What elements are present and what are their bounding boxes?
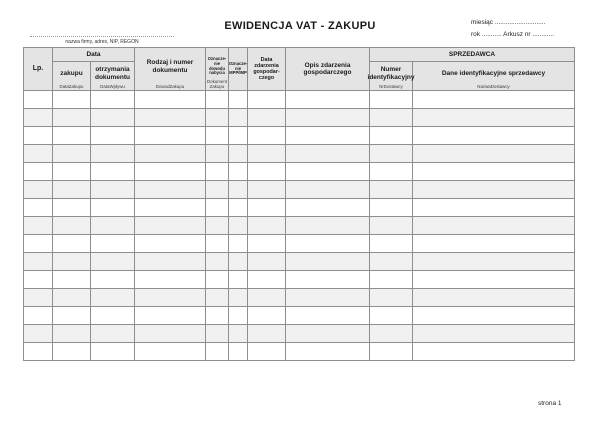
- empty-cell: [53, 163, 91, 181]
- empty-cell: [286, 181, 370, 199]
- empty-cell: [53, 289, 91, 307]
- table-row: [24, 253, 575, 271]
- empty-cell: [286, 145, 370, 163]
- empty-cell: [206, 235, 229, 253]
- empty-cell: [248, 109, 286, 127]
- table-row: [24, 289, 575, 307]
- empty-cell: [413, 91, 575, 109]
- empty-cell: [206, 199, 229, 217]
- empty-cell: [53, 253, 91, 271]
- empty-cell: [413, 217, 575, 235]
- empty-cell: [24, 145, 53, 163]
- empty-cell: [370, 271, 413, 289]
- empty-cell: [24, 199, 53, 217]
- empty-cell: [206, 307, 229, 325]
- empty-cell: [206, 271, 229, 289]
- empty-cell: [53, 199, 91, 217]
- table-row: [24, 271, 575, 289]
- empty-cell: [91, 109, 135, 127]
- empty-cell: [229, 91, 248, 109]
- empty-cell: [24, 271, 53, 289]
- empty-cell: [229, 307, 248, 325]
- empty-cell: [91, 289, 135, 307]
- column-header-data-zdarzenia: Data zdarzenia gospodar-czego: [248, 48, 286, 91]
- empty-cell: [370, 343, 413, 361]
- empty-cell: [413, 181, 575, 199]
- empty-cell: [370, 235, 413, 253]
- column-subheader: NrDostawcy: [379, 83, 403, 89]
- empty-cell: [229, 217, 248, 235]
- table-row: [24, 235, 575, 253]
- empty-cell: [413, 199, 575, 217]
- empty-cell: [135, 127, 206, 145]
- empty-cell: [248, 325, 286, 343]
- group-header-sprzedawca: SPRZEDAWCA: [370, 48, 575, 62]
- empty-cell: [413, 289, 575, 307]
- column-header-zakupu: zakupu DataZakupu: [53, 62, 91, 91]
- empty-cell: [135, 343, 206, 361]
- page-title: EWIDENCJA VAT - ZAKUPU: [224, 20, 376, 32]
- table-header: [24, 48, 575, 91]
- empty-cell: [91, 235, 135, 253]
- empty-cell: [248, 253, 286, 271]
- empty-cell: [413, 145, 575, 163]
- empty-cell: [286, 253, 370, 271]
- empty-cell: [229, 325, 248, 343]
- empty-cell: [248, 343, 286, 361]
- table-row: [24, 181, 575, 199]
- empty-cell: [229, 145, 248, 163]
- empty-cell: [229, 181, 248, 199]
- empty-cell: [413, 235, 575, 253]
- year-sheet-line: rok ........... Arkusz nr ............: [471, 30, 555, 38]
- empty-cell: [24, 109, 53, 127]
- empty-cell: [53, 325, 91, 343]
- empty-cell: [206, 91, 229, 109]
- table-row: [24, 199, 575, 217]
- empty-cell: [370, 109, 413, 127]
- empty-cell: [248, 163, 286, 181]
- empty-cell: [370, 181, 413, 199]
- group-header-data: Data: [53, 48, 135, 62]
- empty-cell: [206, 217, 229, 235]
- empty-cell: [24, 343, 53, 361]
- empty-cell: [413, 253, 575, 271]
- empty-cell: [24, 253, 53, 271]
- empty-cell: [24, 307, 53, 325]
- empty-cell: [286, 325, 370, 343]
- empty-cell: [24, 127, 53, 145]
- empty-cell: [135, 271, 206, 289]
- empty-cell: [91, 325, 135, 343]
- vat-purchase-table: [23, 47, 575, 361]
- column-header-opis: Opis zdarzenia gospodarczego: [286, 48, 370, 91]
- empty-cell: [91, 271, 135, 289]
- empty-cell: [248, 199, 286, 217]
- table-row: [24, 163, 575, 181]
- empty-cell: [135, 235, 206, 253]
- empty-cell: [53, 307, 91, 325]
- empty-cell: [24, 163, 53, 181]
- empty-cell: [413, 127, 575, 145]
- empty-cell: [53, 181, 91, 199]
- empty-cell: [24, 235, 53, 253]
- empty-cell: [135, 307, 206, 325]
- empty-cell: [229, 109, 248, 127]
- empty-cell: [229, 343, 248, 361]
- empty-cell: [248, 127, 286, 145]
- column-header-oznaczenie-nabycia: Oznacze-nie dowodu nabycia Dokument Zakupu: [206, 48, 229, 91]
- empty-cell: [413, 109, 575, 127]
- empty-cell: [53, 217, 91, 235]
- empty-cell: [229, 127, 248, 145]
- empty-cell: [286, 109, 370, 127]
- empty-cell: [370, 253, 413, 271]
- empty-cell: [135, 325, 206, 343]
- empty-cell: [248, 145, 286, 163]
- empty-cell: [286, 217, 370, 235]
- empty-cell: [286, 163, 370, 181]
- empty-cell: [53, 235, 91, 253]
- empty-cell: [413, 325, 575, 343]
- empty-cell: [370, 217, 413, 235]
- empty-cell: [135, 253, 206, 271]
- table-body: [24, 91, 575, 361]
- empty-cell: [24, 289, 53, 307]
- table-row: [24, 343, 575, 361]
- empty-cell: [286, 235, 370, 253]
- empty-cell: [53, 271, 91, 289]
- empty-cell: [135, 181, 206, 199]
- empty-cell: [286, 289, 370, 307]
- empty-cell: [248, 289, 286, 307]
- empty-cell: [248, 181, 286, 199]
- empty-cell: [229, 253, 248, 271]
- table-row: [24, 307, 575, 325]
- column-subheader: NazwaDostawcy: [477, 83, 510, 89]
- empty-cell: [286, 199, 370, 217]
- empty-cell: [248, 271, 286, 289]
- empty-cell: [206, 163, 229, 181]
- empty-cell: [413, 271, 575, 289]
- empty-cell: [91, 91, 135, 109]
- empty-cell: [229, 235, 248, 253]
- empty-cell: [135, 109, 206, 127]
- empty-cell: [135, 91, 206, 109]
- column-header-rodzaj: Rodzaj i numer dokumentu DowodZakupu: [135, 48, 206, 91]
- empty-cell: [286, 91, 370, 109]
- column-subheader: DowodZakupu: [155, 83, 185, 89]
- column-header-dane-identyfikacyjne: Dane identyfikacyjne sprzedawcy NazwaDostawcy: [413, 62, 575, 91]
- empty-cell: [206, 109, 229, 127]
- table-row: [24, 127, 575, 145]
- empty-cell: [53, 343, 91, 361]
- column-subheader: DataZakupu: [59, 83, 84, 89]
- page-number: strona 1: [538, 400, 562, 407]
- empty-cell: [286, 343, 370, 361]
- empty-cell: [229, 289, 248, 307]
- empty-cell: [286, 307, 370, 325]
- company-name-line: nazwa firmy, adres, NIP, REGON: [30, 36, 174, 45]
- empty-cell: [135, 217, 206, 235]
- empty-cell: [206, 127, 229, 145]
- empty-cell: [413, 163, 575, 181]
- empty-cell: [370, 145, 413, 163]
- empty-cell: [91, 307, 135, 325]
- empty-cell: [413, 343, 575, 361]
- empty-cell: [135, 289, 206, 307]
- empty-cell: [229, 271, 248, 289]
- column-subheader: Dokument Zakupu: [206, 79, 227, 89]
- empty-cell: [91, 199, 135, 217]
- empty-cell: [91, 217, 135, 235]
- empty-cell: [135, 145, 206, 163]
- empty-cell: [370, 325, 413, 343]
- empty-cell: [286, 271, 370, 289]
- empty-cell: [206, 343, 229, 361]
- empty-cell: [206, 289, 229, 307]
- empty-cell: [206, 325, 229, 343]
- column-subheader: DataWpływu: [100, 83, 125, 89]
- empty-cell: [135, 199, 206, 217]
- column-header-lp: Lp.: [24, 48, 53, 91]
- empty-cell: [91, 253, 135, 271]
- empty-cell: [91, 145, 135, 163]
- empty-cell: [53, 91, 91, 109]
- column-header-otrzymania: otrzymania dokumentu DataWpływu: [91, 62, 135, 91]
- empty-cell: [370, 199, 413, 217]
- empty-cell: [248, 235, 286, 253]
- empty-cell: [53, 109, 91, 127]
- empty-cell: [91, 181, 135, 199]
- empty-cell: [229, 199, 248, 217]
- empty-cell: [229, 163, 248, 181]
- empty-cell: [370, 163, 413, 181]
- empty-cell: [135, 163, 206, 181]
- empty-cell: [24, 325, 53, 343]
- table-row: [24, 91, 575, 109]
- empty-cell: [248, 217, 286, 235]
- empty-cell: [248, 91, 286, 109]
- month-line: miesiąc ............................: [471, 19, 546, 26]
- meta-block: [471, 19, 597, 42]
- empty-cell: [370, 307, 413, 325]
- empty-cell: [370, 91, 413, 109]
- column-header-numer-identyfikacyjny: Numer identyfikacyjny NrDostawcy: [370, 62, 413, 91]
- empty-cell: [91, 163, 135, 181]
- column-header-oznaczenie-mpp: Oznacze-nie MPP/IMP: [229, 48, 248, 91]
- table-row: [24, 217, 575, 235]
- empty-cell: [91, 343, 135, 361]
- empty-cell: [53, 145, 91, 163]
- empty-cell: [206, 253, 229, 271]
- empty-cell: [286, 127, 370, 145]
- empty-cell: [248, 307, 286, 325]
- table-row: [24, 109, 575, 127]
- empty-cell: [91, 127, 135, 145]
- empty-cell: [24, 181, 53, 199]
- empty-cell: [24, 91, 53, 109]
- empty-cell: [53, 127, 91, 145]
- empty-cell: [24, 217, 53, 235]
- table-row: [24, 145, 575, 163]
- empty-cell: [206, 181, 229, 199]
- empty-cell: [206, 145, 229, 163]
- empty-cell: [370, 127, 413, 145]
- empty-cell: [413, 307, 575, 325]
- table-row: [24, 325, 575, 343]
- empty-cell: [370, 289, 413, 307]
